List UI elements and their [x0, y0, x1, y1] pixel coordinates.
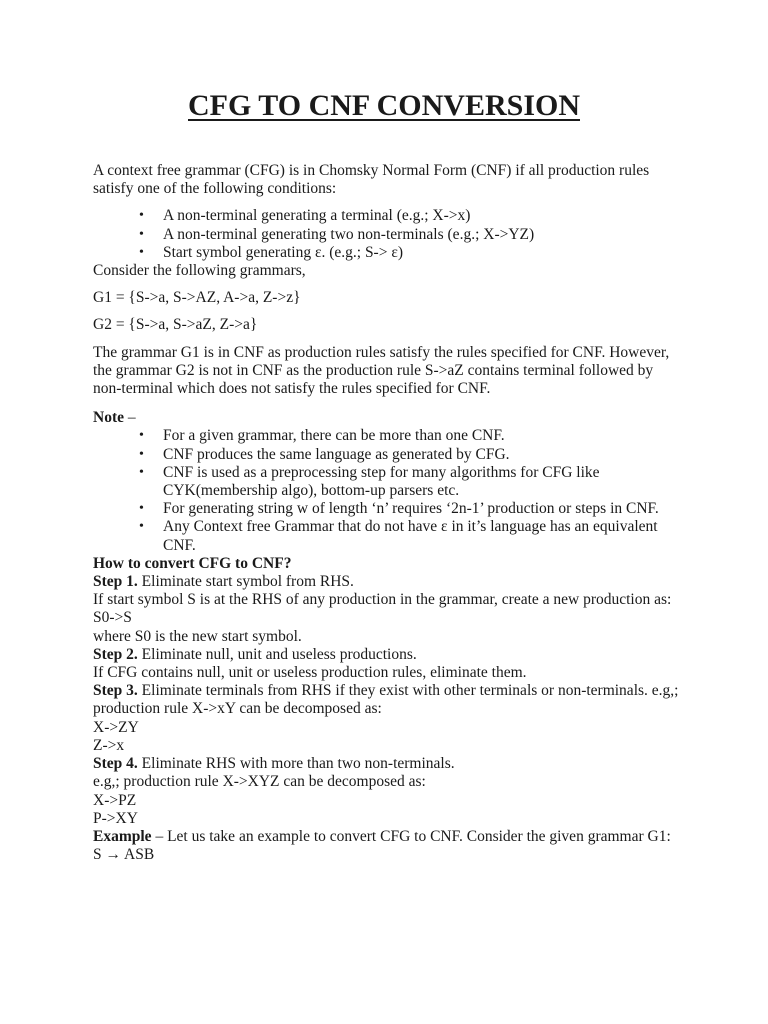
list-item: • A non-terminal generating two non-terminals (e.g.; X->YZ)	[163, 226, 683, 244]
note-dash: –	[124, 409, 136, 427]
step-1-rule: S0->S	[93, 609, 132, 627]
step-4-description: e.g,; production rule X->XYZ can be decomposed as:	[93, 773, 426, 791]
note-heading	[93, 409, 683, 427]
step-2: Step 2. Eliminate null, unit and useless productions.	[93, 645, 417, 663]
list-item: • Start symbol generating ε. (e.g.; S-> ε)	[163, 244, 683, 262]
list-item: • CNF is used as a preprocessing step for many algorithms for CFG like CYK(membership algo), bottom-up parsers etc.	[163, 464, 683, 500]
page-title	[0, 86, 768, 126]
example-label: Example	[93, 827, 152, 845]
step-label: Step 2.	[93, 645, 138, 663]
step-label: Step 3.	[93, 682, 138, 700]
step-4-rule-1: X->PZ	[93, 791, 137, 809]
step-1-where: where S0 is the new start symbol.	[93, 627, 302, 645]
title-text: CFG TO CNF CONVERSION	[188, 89, 580, 122]
step-4-rule-2: P->XY	[93, 809, 138, 827]
list-item: • A non-terminal generating a terminal (e.g.; X->x)	[163, 207, 683, 225]
step-3-rule-1: X->ZY	[93, 718, 139, 736]
list-item: • CNF produces the same language as generated by CFG.	[163, 446, 683, 464]
consider-text: Consider the following grammars,	[93, 262, 306, 280]
step-label: Step 4.	[93, 755, 138, 773]
document-body	[93, 162, 683, 864]
step-3: Step 3. Eliminate terminals from RHS if they exist with other terminals or non-terminals. e.g,; production rule X->xY can be decomposed as:	[93, 682, 679, 718]
list-item: • For a given grammar, there can be more than one CNF.	[163, 427, 683, 445]
explanation-paragraph: The grammar G1 is in CNF as production rules satisfy the rules specified for CNF. However, the grammar G2 is not in CNF as the production rule S->aZ contains terminal followed by non-terminal which does not satisfy the rules specified for CNF.	[93, 343, 670, 398]
step-3-rule-2: Z->x	[93, 736, 125, 754]
grammar-g2: G2 = {S->a, S->aZ, Z->a}	[93, 316, 258, 334]
step-4: Step 4. Eliminate RHS with more than two non-terminals.	[93, 755, 455, 773]
example-rule: S → ASB	[93, 846, 155, 864]
example-paragraph: Example – Let us take an example to convert CFG to CNF. Consider the given grammar G1:	[93, 827, 671, 845]
note-list	[93, 427, 683, 554]
step-label: Step 1.	[93, 573, 138, 591]
list-item: • For generating string w of length ‘n’ requires ‘2n-1’ production or steps in CNF.	[163, 500, 683, 518]
intro-paragraph: A context free grammar (CFG) is in Chomsky Normal Form (CNF) if all production rules satisfy one of the following conditions:	[93, 162, 650, 198]
step-1: Step 1. Eliminate start symbol from RHS.	[93, 573, 354, 591]
note-label: Note	[93, 409, 124, 427]
cnf-conditions-list	[93, 207, 683, 262]
step-2-description: If CFG contains null, unit or useless production rules, eliminate them.	[93, 664, 527, 682]
step-1-description: If start symbol S is at the RHS of any production in the grammar, create a new production as:	[93, 591, 672, 609]
grammar-g1: G1 = {S->a, S->AZ, A->a, Z->z}	[93, 289, 301, 307]
list-item: • Any Context free Grammar that do not have ε in it’s language has an equivalent CNF.	[163, 518, 683, 554]
how-heading: How to convert CFG to CNF?	[93, 554, 292, 572]
